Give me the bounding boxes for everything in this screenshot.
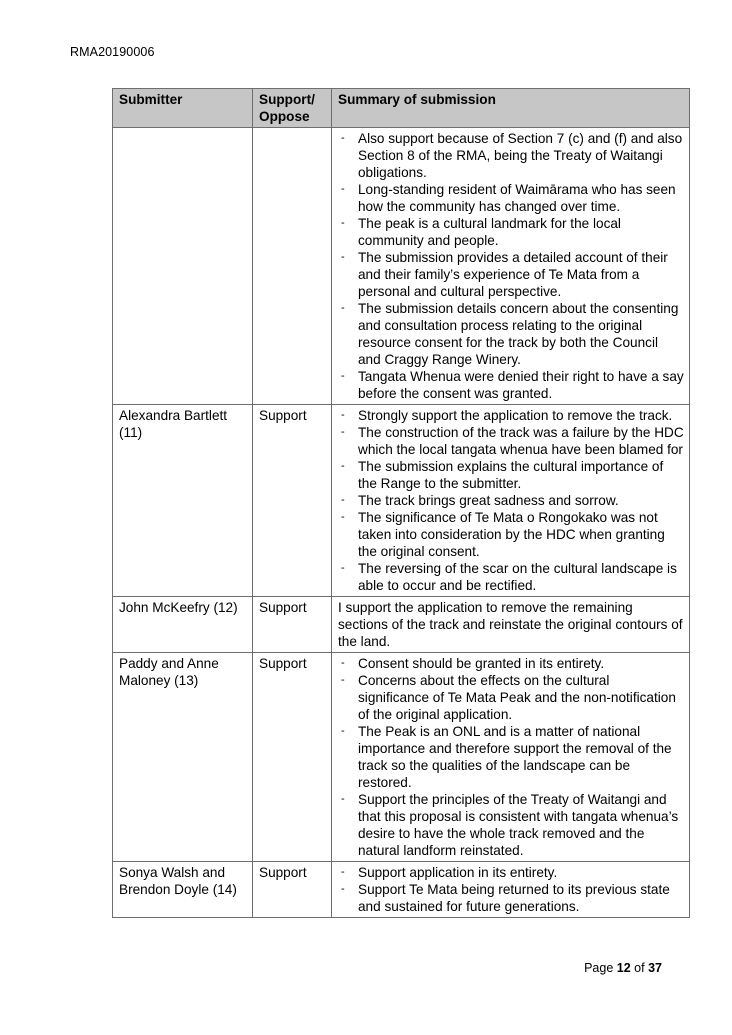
- summary-cell: [332, 405, 690, 597]
- summary-point: - Also support because of Section 7 (c) and (f) and also Section 8 of the RMA, being the Treaty of Waitangi obligations.: [341, 131, 683, 180]
- bullet-dash: -: [341, 426, 345, 438]
- bullet-dash: -: [341, 251, 345, 263]
- bullet-dash: -: [341, 494, 345, 506]
- table-header-row: [113, 89, 690, 128]
- summary-point: - Tangata Whenua were denied their right to have a say before the consent was granted.: [341, 369, 684, 401]
- summary-point: - Long-standing resident of Waimārama who has seen how the community has changed over time.: [341, 182, 676, 214]
- summary-point: - Concerns about the effects on the cultural significance of Te Mata Peak and the non-notification of the original application.: [341, 673, 676, 722]
- of-label: of: [634, 961, 645, 975]
- table-row: [113, 862, 690, 918]
- bullet-dash: -: [341, 793, 345, 805]
- summary-point: - The submission explains the cultural importance of the Range to the submitter.: [341, 459, 664, 491]
- table-row: [113, 405, 690, 597]
- header-support-oppose: Support/ Oppose: [253, 89, 332, 128]
- submitter-cell: Sonya Walsh and Brendon Doyle (14): [113, 862, 253, 918]
- submissions-table: [112, 88, 690, 918]
- bullet-dash: -: [341, 302, 345, 314]
- submitter-cell: [113, 128, 253, 405]
- position-cell: Support: [253, 597, 332, 653]
- document-reference: RMA20190006: [70, 45, 155, 59]
- page-number: 12: [616, 961, 631, 975]
- bullet-dash: -: [341, 725, 345, 737]
- summary-point: - The construction of the track was a failure by the HDC which the local tangata whenua have been blamed for: [341, 425, 684, 457]
- summary-cell: I support the application to remove the remaining sections of the track and reinstate the original contours of the land.: [332, 597, 690, 653]
- table-row: [113, 653, 690, 862]
- summary-point: - The significance of Te Mata o Rongokako was not taken into consideration by the HDC when granting the original consent.: [341, 510, 665, 559]
- summary-point: - Support the principles of the Treaty of Waitangi and that this proposal is consistent with tangata whenua’s desire to have the whole track removed and the natural landform reinstated.: [341, 792, 679, 858]
- table-row: [113, 597, 690, 653]
- bullet-dash: -: [341, 409, 345, 421]
- bullet-dash: -: [341, 511, 345, 523]
- summary-cell: [332, 653, 690, 862]
- bullet-dash: -: [341, 674, 345, 686]
- submitter-cell: John McKeefry (12): [113, 597, 253, 653]
- page-footer: [584, 961, 662, 975]
- position-cell: Support: [253, 653, 332, 862]
- summary-point: - Strongly support the application to remove the track.: [341, 408, 673, 423]
- summary-cell: [332, 128, 690, 405]
- summary-point: - The peak is a cultural landmark for the local community and people.: [341, 216, 621, 248]
- submitter-cell: Alexandra Bartlett (11): [113, 405, 253, 597]
- header-summary: Summary of submission: [332, 89, 690, 128]
- summary-cell: [332, 862, 690, 918]
- summary-point: - Support application in its entirety.: [341, 865, 558, 880]
- summary-point: - The submission details concern about the consenting and consultation process relating to the original resource consent for the track by both the Council and Craggy Range Winery.: [341, 301, 679, 367]
- bullet-dash: -: [341, 460, 345, 472]
- summary-point: - Consent should be granted in its entirety.: [341, 656, 605, 671]
- bullet-dash: -: [341, 183, 345, 195]
- bullet-dash: -: [341, 370, 345, 382]
- header-submitter: Submitter: [113, 89, 253, 128]
- position-cell: Support: [253, 405, 332, 597]
- position-cell: Support: [253, 862, 332, 918]
- page-total: 37: [648, 961, 662, 975]
- bullet-dash: -: [341, 657, 345, 669]
- summary-point: - The Peak is an ONL and is a matter of national importance and therefore support the removal of the track so the qualities of the landscape can be restored.: [341, 724, 672, 790]
- bullet-dash: -: [341, 562, 345, 574]
- bullet-dash: -: [341, 866, 345, 878]
- page-label: Page: [584, 961, 614, 975]
- summary-point: - The submission provides a detailed account of their and their family’s experience of Te Mata from a personal and cultural perspective.: [341, 250, 668, 299]
- summary-point: - Support Te Mata being returned to its previous state and sustained for future generations.: [341, 882, 670, 914]
- bullet-dash: -: [341, 883, 345, 895]
- submitter-cell: Paddy and Anne Maloney (13): [113, 653, 253, 862]
- bullet-dash: -: [341, 132, 345, 144]
- table-row: [113, 128, 690, 405]
- position-cell: [253, 128, 332, 405]
- summary-point: - The track brings great sadness and sorrow.: [341, 493, 619, 508]
- bullet-dash: -: [341, 217, 345, 229]
- summary-point: - The reversing of the scar on the cultural landscape is able to occur and be rectified.: [341, 561, 677, 593]
